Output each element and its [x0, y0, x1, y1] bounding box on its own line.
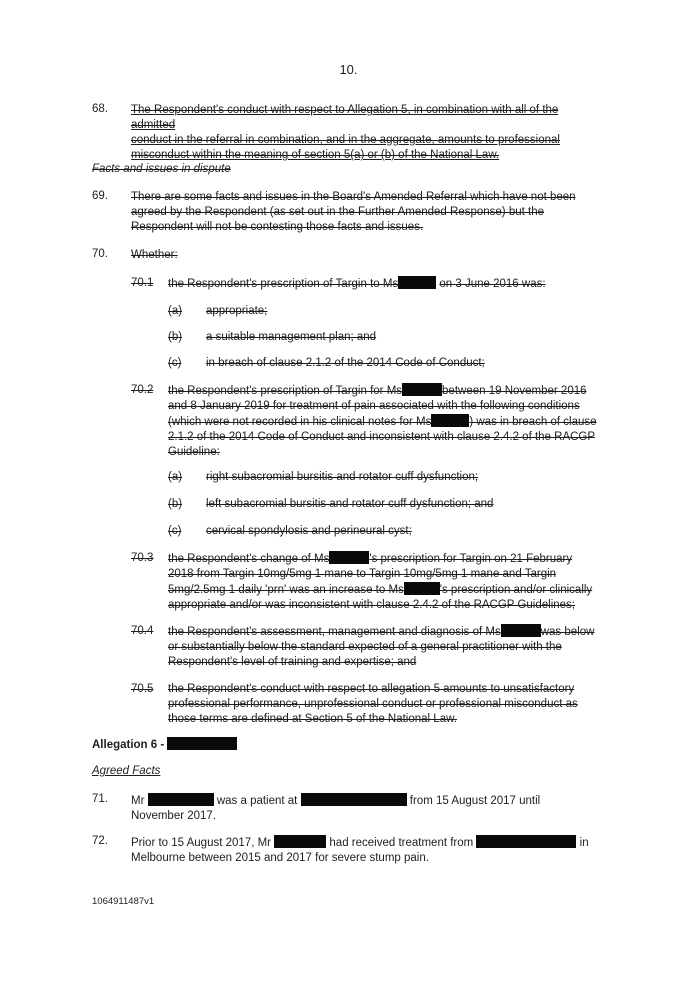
sub-70-1-b-label: (b)	[168, 331, 183, 343]
sub-70-3-l3-pre: 5mg/2.5mg 1 daily 'prn' was an increase to Ms	[168, 584, 404, 596]
sub-70-3-number: 70.3	[131, 552, 154, 564]
sub-70-2-c-label: (c)	[168, 525, 182, 537]
para-71-l1-b: was a patient at	[216, 795, 298, 807]
sub-70-4-l3: Respondent's level of training and expertise; and	[168, 656, 417, 668]
sub-70-5-l1: the Respondent's conduct with respect to allegation 5 amounts to unsatisfactory	[168, 683, 575, 695]
para-71-l2: November 2017.	[131, 810, 217, 822]
sub-70-4-l1-post: was below	[540, 626, 595, 638]
para-71-l1-a: Mr	[131, 795, 145, 807]
para-72-number: 72.	[92, 835, 108, 847]
sub-70-3-l2: 2018 from Targin 10mg/5mg 1 mane to Targin 10mg/5mg 1 mane and Targin	[168, 568, 557, 580]
redaction	[402, 383, 442, 396]
sub-70-2-l3-pre: (which were not recorded in his clinical notes for Ms	[168, 416, 432, 428]
sub-70-3-l1-pre: the Respondent's change of Ms	[168, 553, 330, 565]
redaction	[329, 551, 369, 564]
sub-70-5	[168, 682, 608, 727]
sub-70-1-a-label: (a)	[168, 305, 183, 317]
allegation-6-label: Allegation 6 -	[92, 739, 165, 751]
redaction	[148, 793, 214, 806]
para-71	[131, 793, 601, 824]
para-72-l1-b: had received treatment from	[329, 837, 474, 849]
redaction	[476, 835, 576, 848]
para-72-l2: Melbourne between 2015 and 2017 for severe stump pain.	[131, 852, 429, 864]
para-68	[131, 103, 601, 163]
sub-70-1-b-text: a suitable management plan; and	[206, 331, 377, 343]
sub-70-2-l2: and 8 January 2019 for treatment of pain associated with the following conditions	[168, 400, 580, 412]
sub-70-1-post: on 3 June 2016 was:	[439, 278, 546, 290]
document-footer-id: 1064911487v1	[92, 896, 155, 907]
para-72-l1-c: in	[579, 837, 589, 849]
sub-70-2-l1-pre: the Respondent's prescription of Targin for Ms	[168, 385, 403, 397]
redaction	[398, 276, 436, 289]
para-68-number: 68.	[92, 103, 108, 115]
sub-70-2-number: 70.2	[131, 384, 154, 396]
para-69-number: 69.	[92, 190, 108, 202]
facts-in-dispute-heading: Facts and issues in dispute	[92, 163, 231, 175]
sub-70-2-b-label: (b)	[168, 498, 183, 510]
sub-70-3-l3-post: 's prescription and/or clinically	[439, 584, 593, 596]
redaction	[301, 793, 407, 806]
para-70-number: 70.	[92, 248, 108, 260]
redaction	[431, 414, 469, 427]
sub-70-4-l2: or substantially below the standard expected of a general practitioner with the	[168, 641, 562, 653]
sub-70-4	[168, 624, 608, 670]
sub-70-1-number: 70.1	[131, 277, 154, 289]
sub-70-1-c-label: (c)	[168, 357, 182, 369]
sub-70-2-l1-post: between 19 November 2016	[442, 385, 587, 397]
sub-70-5-l2: professional performance, unprofessional conduct or professional misconduct as	[168, 698, 578, 710]
para-68-line2: conduct in the referral in combination, and in the aggregate, amounts to professional	[131, 134, 560, 146]
para-70-text: Whether:	[131, 249, 178, 261]
sub-70-4-number: 70.4	[131, 625, 154, 637]
sub-70-1	[168, 276, 546, 292]
agreed-facts-heading: Agreed Facts	[92, 765, 161, 777]
page-number: 10.	[339, 62, 358, 77]
redaction	[404, 582, 440, 595]
sub-70-5-number: 70.5	[131, 683, 154, 695]
para-71-number: 71.	[92, 793, 108, 805]
sub-70-2-a-text: right subacromial bursitis and rotator cuff dysfunction;	[206, 471, 479, 483]
redaction	[501, 624, 541, 637]
para-69-line1: There are some facts and issues in the Board's Amended Referral which have not been	[131, 191, 576, 203]
para-69	[131, 190, 601, 235]
sub-70-2-l3-post: ) was in breach of clause	[469, 416, 597, 428]
para-69-line3: Respondent will not be contesting those facts and issues.	[131, 221, 424, 233]
sub-70-1-a-text: appropriate;	[206, 305, 268, 317]
sub-70-1-pre: the Respondent's prescription of Targin to Ms	[168, 278, 399, 290]
para-69-line2: agreed by the Respondent (as set out in the Further Amended Response) but the	[131, 206, 544, 218]
para-68-line3: misconduct within the meaning of section 5(a) or (b) of the National Law.	[131, 149, 500, 161]
para-68-line1: The Respondent's conduct with respect to Allegation 5, in combination with all of the admitted	[131, 104, 559, 131]
para-72-l1-a: Prior to 15 August 2017, Mr	[131, 837, 271, 849]
para-71-l1-c: from 15 August 2017 until	[409, 795, 541, 807]
sub-70-2-l5: Guideline:	[168, 446, 220, 458]
sub-70-1-c-text: in breach of clause 2.1.2 of the 2014 Code of Conduct;	[206, 357, 485, 369]
sub-70-2-a-label: (a)	[168, 471, 183, 483]
sub-70-4-l1-pre: the Respondent's assessment, management and diagnosis of Ms	[168, 626, 501, 638]
sub-70-2	[168, 383, 608, 460]
sub-70-2-b-text: left subacromial bursitis and rotator cuff dysfunction; and	[206, 498, 494, 510]
para-72	[131, 835, 601, 866]
sub-70-3	[168, 551, 608, 613]
redaction	[274, 835, 326, 848]
sub-70-3-l4: appropriate and/or was inconsistent with clause 2.4.2 of the RACGP Guidelines;	[168, 599, 575, 611]
sub-70-2-l4: 2.1.2 of the 2014 Code of Conduct and inconsistent with clause 2.4.2 of the RACGP	[168, 431, 596, 443]
redaction	[167, 737, 237, 750]
sub-70-5-l3: those terms are defined at Section 5 of the National Law.	[168, 713, 457, 725]
sub-70-3-l1-post: 's prescription for Targin on 21 February	[369, 553, 573, 565]
sub-70-2-c-text: cervical spondylosis and perineural cyst;	[206, 525, 412, 537]
allegation-6-heading	[92, 737, 237, 753]
